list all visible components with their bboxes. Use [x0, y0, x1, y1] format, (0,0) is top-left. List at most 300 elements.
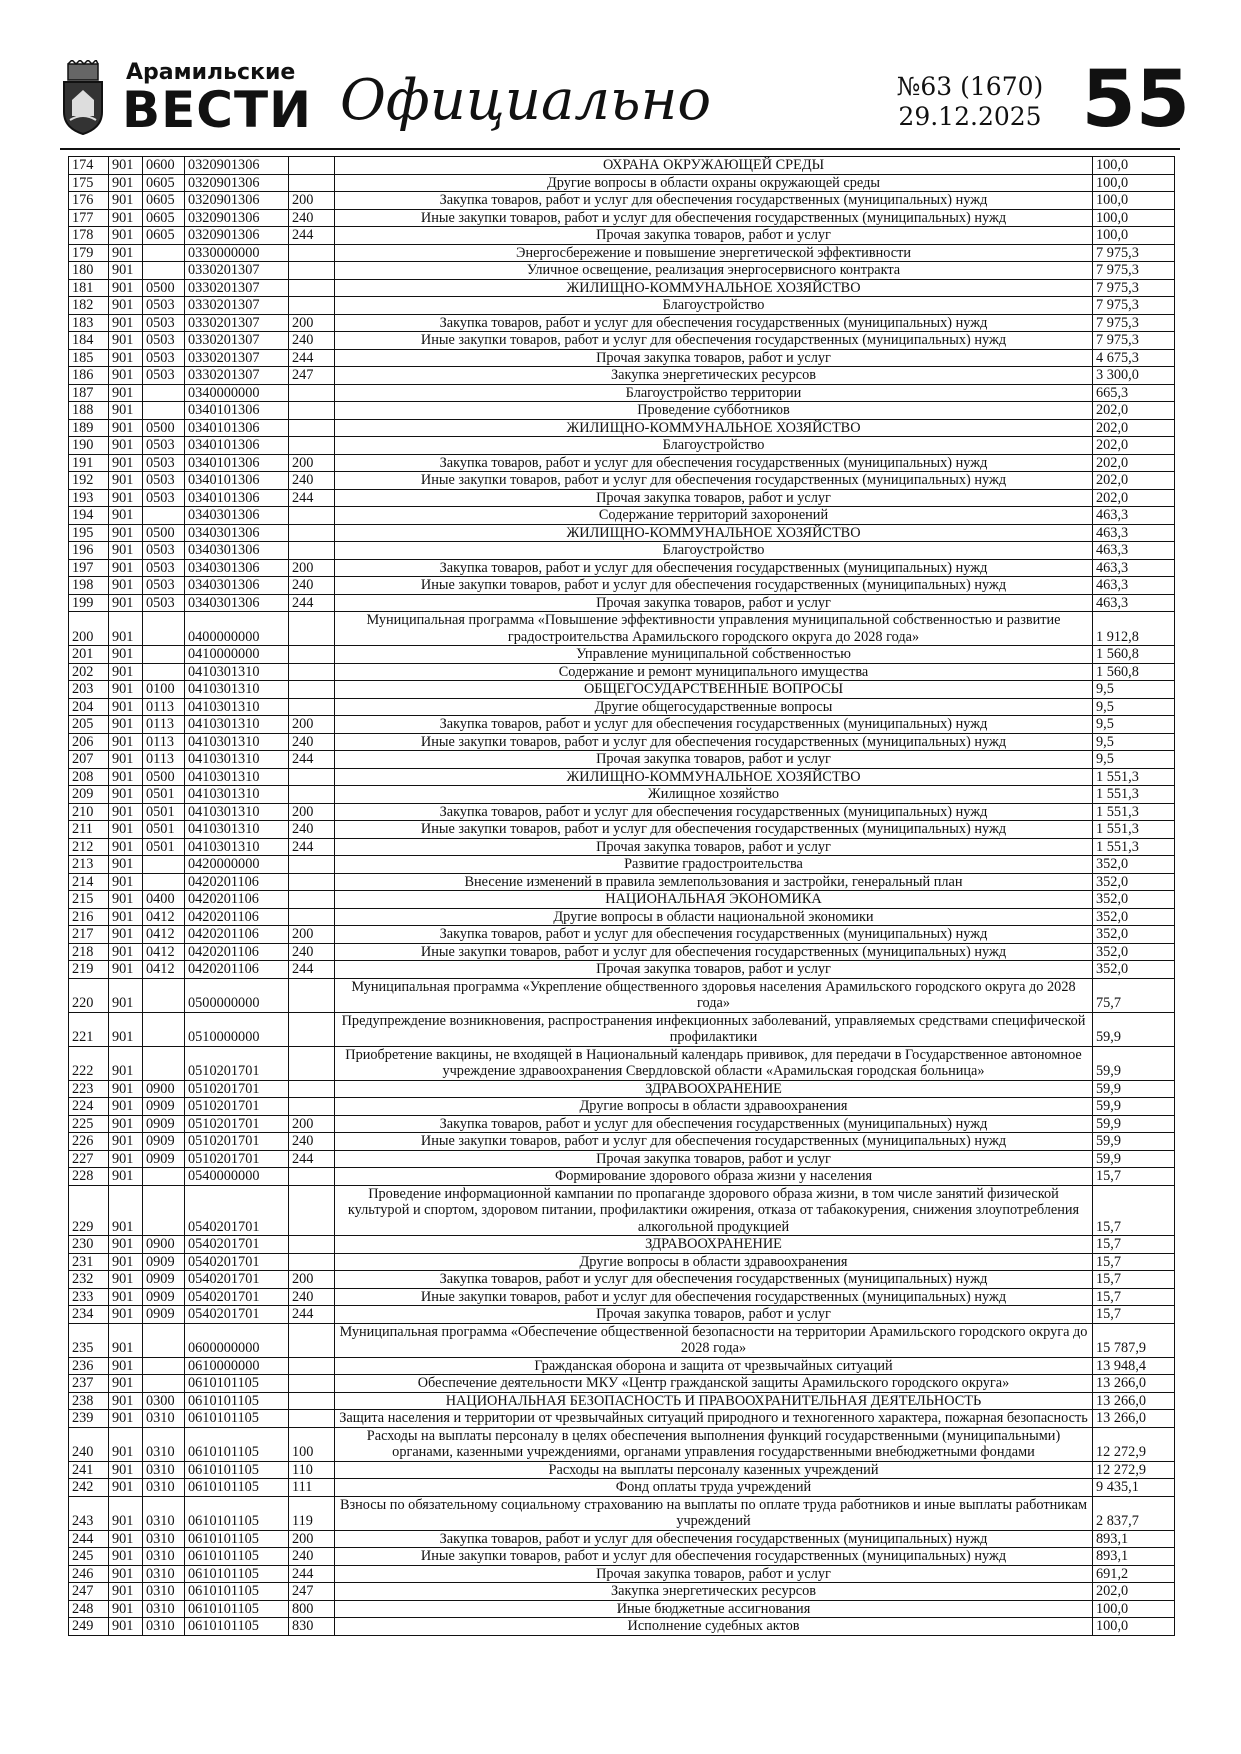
target-article-cell: 0610101105 [185, 1461, 289, 1479]
expense-type-cell: 200 [289, 716, 335, 734]
table-row [69, 821, 1175, 839]
item-name-cell: Муниципальная программа «Укрепление общественного здоровья населения Арамильского городского округа до 2028 года» [335, 978, 1093, 1012]
section-code-cell [143, 1185, 185, 1236]
agency-code-cell: 901 [109, 507, 143, 525]
section-code-cell: 0600 [143, 157, 185, 175]
amount-cell: 59,9 [1093, 1046, 1175, 1080]
item-name-cell: Управление муниципальной собственностью [335, 646, 1093, 664]
row-number-cell: 210 [69, 803, 109, 821]
amount-cell: 15,7 [1093, 1185, 1175, 1236]
target-article-cell: 0320901306 [185, 174, 289, 192]
amount-cell: 202,0 [1093, 402, 1175, 420]
agency-code-cell: 901 [109, 594, 143, 612]
target-article-cell: 0410301310 [185, 751, 289, 769]
row-number-cell: 235 [69, 1323, 109, 1357]
item-name-cell: ЗДРАВООХРАНЕНИЕ [335, 1080, 1093, 1098]
table-row [69, 209, 1175, 227]
expense-type-cell: 240 [289, 472, 335, 490]
expense-type-cell [289, 157, 335, 175]
table-row [69, 594, 1175, 612]
target-article-cell: 0340301306 [185, 594, 289, 612]
agency-code-cell: 901 [109, 332, 143, 350]
expense-type-cell [289, 1080, 335, 1098]
amount-cell: 15,7 [1093, 1253, 1175, 1271]
item-name-cell: Закупка товаров, работ и услуг для обеспечения государственных (муниципальных) нужд [335, 1271, 1093, 1289]
expense-type-cell: 244 [289, 594, 335, 612]
item-name-cell: Муниципальная программа «Обеспечение общественной безопасности на территории Арамильского городского округа до 2028 года» [335, 1323, 1093, 1357]
table-row [69, 1115, 1175, 1133]
agency-code-cell: 901 [109, 1080, 143, 1098]
row-number-cell: 223 [69, 1080, 109, 1098]
agency-code-cell: 901 [109, 681, 143, 699]
table-row [69, 612, 1175, 646]
expense-type-cell: 200 [289, 1115, 335, 1133]
table-row [69, 1133, 1175, 1151]
agency-code-cell: 901 [109, 1288, 143, 1306]
row-number-cell: 177 [69, 209, 109, 227]
agency-code-cell: 901 [109, 1098, 143, 1116]
section-code-cell [143, 1357, 185, 1375]
expense-type-cell [289, 174, 335, 192]
expense-type-cell: 244 [289, 227, 335, 245]
amount-cell: 202,0 [1093, 1583, 1175, 1601]
item-name-cell: Иные закупки товаров, работ и услуг для обеспечения государственных (муниципальных) нужд [335, 1548, 1093, 1566]
agency-code-cell: 901 [109, 1496, 143, 1530]
amount-cell: 7 975,3 [1093, 262, 1175, 280]
amount-cell: 352,0 [1093, 943, 1175, 961]
amount-cell: 7 975,3 [1093, 244, 1175, 262]
expense-type-cell: 244 [289, 489, 335, 507]
item-name-cell: Исполнение судебных актов [335, 1618, 1093, 1636]
target-article-cell: 0510201701 [185, 1080, 289, 1098]
table-row [69, 1583, 1175, 1601]
item-name-cell: Иные закупки товаров, работ и услуг для обеспечения государственных (муниципальных) нужд [335, 209, 1093, 227]
row-number-cell: 185 [69, 349, 109, 367]
section-code-cell: 0909 [143, 1306, 185, 1324]
section-code-cell: 0412 [143, 961, 185, 979]
item-name-cell: Взносы по обязательному социальному страхованию на выплаты по оплате труда работников и иные выплаты работникам учреждений [335, 1496, 1093, 1530]
agency-code-cell: 901 [109, 716, 143, 734]
expense-type-cell [289, 1410, 335, 1428]
amount-cell: 100,0 [1093, 227, 1175, 245]
target-article-cell: 0420201106 [185, 891, 289, 909]
amount-cell: 13 948,4 [1093, 1357, 1175, 1375]
target-article-cell: 0420201106 [185, 926, 289, 944]
section-code-cell: 0310 [143, 1548, 185, 1566]
item-name-cell: Приобретение вакцины, не входящей в Национальный календарь прививок, для передачи в Государственное автономное учреждение здравоохранения Свердловской области «Арамильская городская больница» [335, 1046, 1093, 1080]
table-row [69, 454, 1175, 472]
table-row [69, 1479, 1175, 1497]
row-number-cell: 199 [69, 594, 109, 612]
expense-type-cell: 200 [289, 1530, 335, 1548]
section-code-cell: 0501 [143, 838, 185, 856]
section-code-cell: 0503 [143, 332, 185, 350]
item-name-cell: Закупка товаров, работ и услуг для обеспечения государственных (муниципальных) нужд [335, 716, 1093, 734]
amount-cell: 13 266,0 [1093, 1392, 1175, 1410]
city-crest-icon [60, 60, 106, 136]
table-row [69, 1046, 1175, 1080]
agency-code-cell: 901 [109, 663, 143, 681]
section-code-cell: 0503 [143, 577, 185, 595]
amount-cell: 13 266,0 [1093, 1375, 1175, 1393]
table-row [69, 1461, 1175, 1479]
row-number-cell: 203 [69, 681, 109, 699]
agency-code-cell: 901 [109, 612, 143, 646]
item-name-cell: Иные закупки товаров, работ и услуг для обеспечения государственных (муниципальных) нужд [335, 472, 1093, 490]
table-row [69, 174, 1175, 192]
item-name-cell: Иные закупки товаров, работ и услуг для обеспечения государственных (муниципальных) нужд [335, 821, 1093, 839]
agency-code-cell: 901 [109, 1236, 143, 1254]
agency-code-cell: 901 [109, 279, 143, 297]
table-row [69, 803, 1175, 821]
agency-code-cell: 901 [109, 1323, 143, 1357]
agency-code-cell: 901 [109, 821, 143, 839]
item-name-cell: Иные закупки товаров, работ и услуг для обеспечения государственных (муниципальных) нужд [335, 1133, 1093, 1151]
expense-type-cell [289, 1012, 335, 1046]
agency-code-cell: 901 [109, 472, 143, 490]
section-code-cell: 0900 [143, 1236, 185, 1254]
item-name-cell: Закупка товаров, работ и услуг для обеспечения государственных (муниципальных) нужд [335, 1530, 1093, 1548]
row-number-cell: 206 [69, 733, 109, 751]
target-article-cell: 0610101105 [185, 1600, 289, 1618]
expense-type-cell: 830 [289, 1618, 335, 1636]
section-code-cell: 0300 [143, 1392, 185, 1410]
target-article-cell: 0410301310 [185, 768, 289, 786]
table-row [69, 1185, 1175, 1236]
row-number-cell: 241 [69, 1461, 109, 1479]
row-number-cell: 195 [69, 524, 109, 542]
row-number-cell: 245 [69, 1548, 109, 1566]
target-article-cell: 0610000000 [185, 1357, 289, 1375]
issue-info [870, 72, 1070, 132]
table-row [69, 1236, 1175, 1254]
agency-code-cell: 901 [109, 524, 143, 542]
target-article-cell: 0410301310 [185, 681, 289, 699]
item-name-cell: Закупка товаров, работ и услуг для обеспечения государственных (муниципальных) нужд [335, 1115, 1093, 1133]
table-row [69, 1323, 1175, 1357]
agency-code-cell: 901 [109, 891, 143, 909]
agency-code-cell: 901 [109, 1600, 143, 1618]
expense-type-cell: 240 [289, 577, 335, 595]
target-article-cell: 0340101306 [185, 489, 289, 507]
amount-cell: 9,5 [1093, 751, 1175, 769]
agency-code-cell: 901 [109, 646, 143, 664]
section-code-cell: 0909 [143, 1253, 185, 1271]
table-row [69, 419, 1175, 437]
section-code-cell [143, 1046, 185, 1080]
table-row [69, 681, 1175, 699]
item-name-cell: Благоустройство территории [335, 384, 1093, 402]
amount-cell: 463,3 [1093, 559, 1175, 577]
target-article-cell: 0330201307 [185, 349, 289, 367]
row-number-cell: 198 [69, 577, 109, 595]
target-article-cell: 0610101105 [185, 1583, 289, 1601]
amount-cell: 1 551,3 [1093, 768, 1175, 786]
item-name-cell: Закупка товаров, работ и услуг для обеспечения государственных (муниципальных) нужд [335, 314, 1093, 332]
item-name-cell: Прочая закупка товаров, работ и услуг [335, 227, 1093, 245]
item-name-cell: Закупка товаров, работ и услуг для обеспечения государственных (муниципальных) нужд [335, 926, 1093, 944]
row-number-cell: 240 [69, 1427, 109, 1461]
agency-code-cell: 901 [109, 297, 143, 315]
section-code-cell: 0501 [143, 786, 185, 804]
item-name-cell: Муниципальная программа «Повышение эффективности управления муниципальной собственностью и развитие градостроительства Арамильского городского округа до 2028 года» [335, 612, 1093, 646]
amount-cell: 59,9 [1093, 1012, 1175, 1046]
table-row [69, 1098, 1175, 1116]
target-article-cell: 0610101105 [185, 1392, 289, 1410]
expense-type-cell [289, 978, 335, 1012]
agency-code-cell: 901 [109, 1306, 143, 1324]
row-number-cell: 174 [69, 157, 109, 175]
item-name-cell: ЖИЛИЩНО-КОММУНАЛЬНОЕ ХОЗЯЙСТВО [335, 279, 1093, 297]
row-number-cell: 201 [69, 646, 109, 664]
target-article-cell: 0510000000 [185, 1012, 289, 1046]
amount-cell: 15,7 [1093, 1306, 1175, 1324]
amount-cell: 59,9 [1093, 1150, 1175, 1168]
expense-type-cell: 200 [289, 192, 335, 210]
row-number-cell: 197 [69, 559, 109, 577]
row-number-cell: 178 [69, 227, 109, 245]
amount-cell: 463,3 [1093, 524, 1175, 542]
agency-code-cell: 901 [109, 1565, 143, 1583]
expense-type-cell: 244 [289, 1306, 335, 1324]
item-name-cell: Другие вопросы в области национальной экономики [335, 908, 1093, 926]
logo-main-text: ВЕСТИ [122, 81, 312, 139]
agency-code-cell: 901 [109, 1410, 143, 1428]
table-row [69, 1410, 1175, 1428]
table-row [69, 1565, 1175, 1583]
expense-type-cell [289, 612, 335, 646]
item-name-cell: Другие вопросы в области здравоохранения [335, 1098, 1093, 1116]
target-article-cell: 0340101306 [185, 472, 289, 490]
section-code-cell [143, 856, 185, 874]
section-code-cell [143, 612, 185, 646]
section-title: Официально [340, 68, 712, 133]
table-row [69, 751, 1175, 769]
item-name-cell: Другие общегосударственные вопросы [335, 698, 1093, 716]
amount-cell: 15,7 [1093, 1168, 1175, 1186]
amount-cell: 202,0 [1093, 489, 1175, 507]
section-code-cell: 0310 [143, 1600, 185, 1618]
agency-code-cell: 901 [109, 961, 143, 979]
target-article-cell: 0340301306 [185, 559, 289, 577]
amount-cell: 15 787,9 [1093, 1323, 1175, 1357]
expense-type-cell: 800 [289, 1600, 335, 1618]
target-article-cell: 0340101306 [185, 454, 289, 472]
expense-type-cell: 244 [289, 751, 335, 769]
agency-code-cell: 901 [109, 733, 143, 751]
section-code-cell [143, 244, 185, 262]
expense-type-cell: 240 [289, 943, 335, 961]
section-code-cell: 0113 [143, 698, 185, 716]
amount-cell: 4 675,3 [1093, 349, 1175, 367]
row-number-cell: 188 [69, 402, 109, 420]
row-number-cell: 175 [69, 174, 109, 192]
agency-code-cell: 901 [109, 1133, 143, 1151]
section-code-cell: 0909 [143, 1098, 185, 1116]
row-number-cell: 202 [69, 663, 109, 681]
table-row [69, 437, 1175, 455]
target-article-cell: 0340101306 [185, 437, 289, 455]
row-number-cell: 238 [69, 1392, 109, 1410]
amount-cell: 59,9 [1093, 1133, 1175, 1151]
expense-type-cell: 247 [289, 1583, 335, 1601]
expense-type-cell: 240 [289, 209, 335, 227]
agency-code-cell: 901 [109, 978, 143, 1012]
item-name-cell: Прочая закупка товаров, работ и услуг [335, 838, 1093, 856]
section-code-cell: 0909 [143, 1115, 185, 1133]
section-code-cell: 0310 [143, 1496, 185, 1530]
expense-type-cell [289, 437, 335, 455]
agency-code-cell: 901 [109, 856, 143, 874]
item-name-cell: ЖИЛИЩНО-КОММУНАЛЬНОЕ ХОЗЯЙСТВО [335, 524, 1093, 542]
amount-cell: 100,0 [1093, 192, 1175, 210]
item-name-cell: ЖИЛИЩНО-КОММУНАЛЬНОЕ ХОЗЯЙСТВО [335, 419, 1093, 437]
table-row [69, 961, 1175, 979]
target-article-cell: 0540201701 [185, 1288, 289, 1306]
row-number-cell: 176 [69, 192, 109, 210]
row-number-cell: 205 [69, 716, 109, 734]
section-code-cell: 0909 [143, 1288, 185, 1306]
row-number-cell: 181 [69, 279, 109, 297]
row-number-cell: 220 [69, 978, 109, 1012]
agency-code-cell: 901 [109, 192, 143, 210]
agency-code-cell: 901 [109, 1150, 143, 1168]
table-row [69, 227, 1175, 245]
section-code-cell [143, 262, 185, 280]
row-number-cell: 186 [69, 367, 109, 385]
target-article-cell: 0340101306 [185, 402, 289, 420]
item-name-cell: ЖИЛИЩНО-КОММУНАЛЬНОЕ ХОЗЯЙСТВО [335, 768, 1093, 786]
target-article-cell: 0420201106 [185, 961, 289, 979]
amount-cell: 9,5 [1093, 681, 1175, 699]
section-code-cell: 0500 [143, 279, 185, 297]
table-row [69, 262, 1175, 280]
amount-cell: 202,0 [1093, 472, 1175, 490]
expense-type-cell [289, 384, 335, 402]
item-name-cell: Прочая закупка товаров, работ и услуг [335, 1150, 1093, 1168]
agency-code-cell: 901 [109, 926, 143, 944]
agency-code-cell: 901 [109, 349, 143, 367]
section-code-cell: 0503 [143, 542, 185, 560]
section-code-cell: 0310 [143, 1479, 185, 1497]
item-name-cell: Благоустройство [335, 297, 1093, 315]
expense-type-cell: 100 [289, 1427, 335, 1461]
agency-code-cell: 901 [109, 367, 143, 385]
row-number-cell: 242 [69, 1479, 109, 1497]
row-number-cell: 234 [69, 1306, 109, 1324]
table-row [69, 838, 1175, 856]
amount-cell: 75,7 [1093, 978, 1175, 1012]
item-name-cell: ОХРАНА ОКРУЖАЮЩЕЙ СРЕДЫ [335, 157, 1093, 175]
target-article-cell: 0600000000 [185, 1323, 289, 1357]
item-name-cell: Защита населения и территории от чрезвычайных ситуаций природного и техногенного характера, пожарная безопасность [335, 1410, 1093, 1428]
table-row [69, 384, 1175, 402]
agency-code-cell: 901 [109, 1357, 143, 1375]
row-number-cell: 194 [69, 507, 109, 525]
section-code-cell: 0500 [143, 524, 185, 542]
table-row [69, 157, 1175, 175]
agency-code-cell: 901 [109, 209, 143, 227]
target-article-cell: 0320901306 [185, 192, 289, 210]
section-code-cell: 0501 [143, 803, 185, 821]
item-name-cell: Закупка товаров, работ и услуг для обеспечения государственных (муниципальных) нужд [335, 559, 1093, 577]
row-number-cell: 225 [69, 1115, 109, 1133]
agency-code-cell: 901 [109, 157, 143, 175]
agency-code-cell: 901 [109, 1583, 143, 1601]
amount-cell: 100,0 [1093, 174, 1175, 192]
section-code-cell: 0900 [143, 1080, 185, 1098]
agency-code-cell: 901 [109, 1046, 143, 1080]
item-name-cell: Внесение изменений в правила землепользования и застройки, генеральный план [335, 873, 1093, 891]
row-number-cell: 236 [69, 1357, 109, 1375]
section-code-cell [143, 1168, 185, 1186]
item-name-cell: Иные закупки товаров, работ и услуг для обеспечения государственных (муниципальных) нужд [335, 332, 1093, 350]
section-code-cell: 0113 [143, 751, 185, 769]
amount-cell: 352,0 [1093, 856, 1175, 874]
target-article-cell: 0410000000 [185, 646, 289, 664]
item-name-cell: Другие вопросы в области охраны окружающей среды [335, 174, 1093, 192]
amount-cell: 12 272,9 [1093, 1461, 1175, 1479]
expense-type-cell [289, 244, 335, 262]
row-number-cell: 230 [69, 1236, 109, 1254]
amount-cell: 463,3 [1093, 507, 1175, 525]
agency-code-cell: 901 [109, 419, 143, 437]
expense-type-cell [289, 1375, 335, 1393]
expense-type-cell: 244 [289, 1150, 335, 1168]
agency-code-cell: 901 [109, 786, 143, 804]
amount-cell: 100,0 [1093, 157, 1175, 175]
item-name-cell: Расходы на выплаты персоналу казенных учреждений [335, 1461, 1093, 1479]
agency-code-cell: 901 [109, 1168, 143, 1186]
table-row [69, 1357, 1175, 1375]
agency-code-cell: 901 [109, 1012, 143, 1046]
table-row [69, 891, 1175, 909]
row-number-cell: 229 [69, 1185, 109, 1236]
section-code-cell: 0909 [143, 1133, 185, 1151]
row-number-cell: 182 [69, 297, 109, 315]
expense-type-cell [289, 1098, 335, 1116]
table-row [69, 978, 1175, 1012]
target-article-cell: 0610101105 [185, 1565, 289, 1583]
table-row [69, 524, 1175, 542]
agency-code-cell: 901 [109, 1253, 143, 1271]
agency-code-cell: 901 [109, 262, 143, 280]
agency-code-cell: 901 [109, 227, 143, 245]
item-name-cell: НАЦИОНАЛЬНАЯ ЭКОНОМИКА [335, 891, 1093, 909]
amount-cell: 59,9 [1093, 1080, 1175, 1098]
table-row [69, 559, 1175, 577]
expense-type-cell [289, 1357, 335, 1375]
table-row [69, 908, 1175, 926]
section-code-cell: 0113 [143, 733, 185, 751]
section-code-cell: 0501 [143, 821, 185, 839]
agency-code-cell: 901 [109, 489, 143, 507]
row-number-cell: 248 [69, 1600, 109, 1618]
agency-code-cell: 901 [109, 1530, 143, 1548]
expense-type-cell: 200 [289, 559, 335, 577]
agency-code-cell: 901 [109, 454, 143, 472]
target-article-cell: 0510201701 [185, 1098, 289, 1116]
amount-cell: 352,0 [1093, 908, 1175, 926]
target-article-cell: 0540201701 [185, 1236, 289, 1254]
target-article-cell: 0540000000 [185, 1168, 289, 1186]
row-number-cell: 200 [69, 612, 109, 646]
table-row [69, 279, 1175, 297]
row-number-cell: 218 [69, 943, 109, 961]
target-article-cell: 0330201307 [185, 314, 289, 332]
agency-code-cell: 901 [109, 1479, 143, 1497]
expense-type-cell [289, 297, 335, 315]
